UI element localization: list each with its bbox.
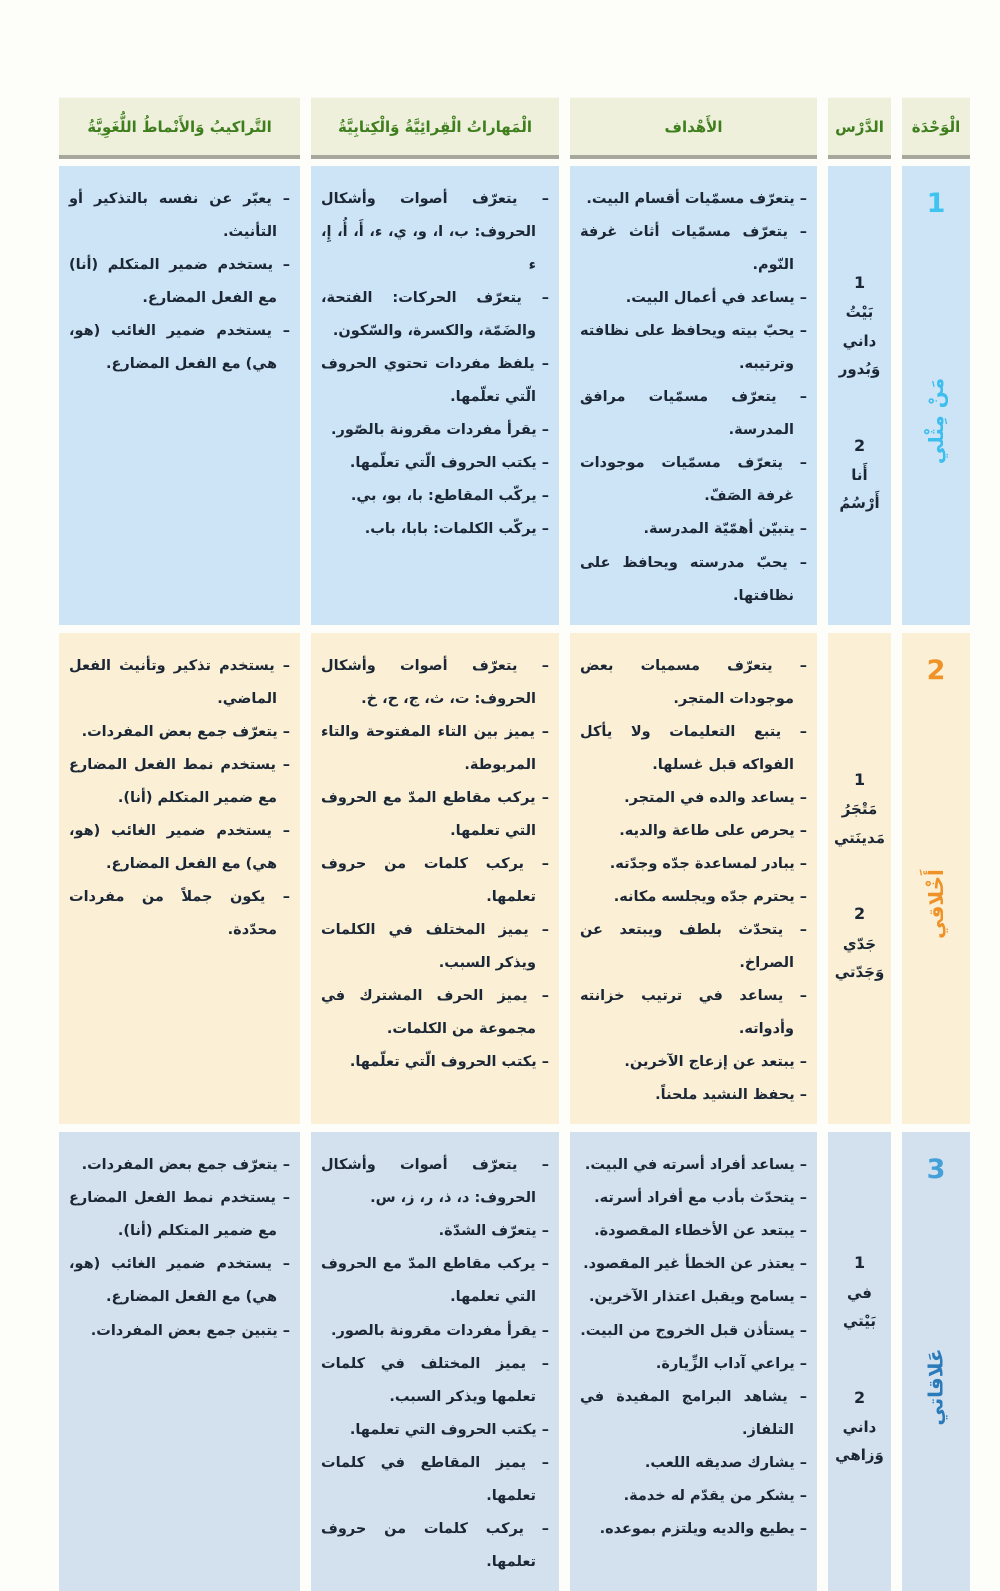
unit-name: عَلاقاتي [923, 1348, 948, 1426]
lesson-number: 2 [853, 1387, 866, 1407]
objectives-cell [570, 166, 817, 625]
lesson-block [830, 436, 889, 518]
column-header-unit: الْوَحْدَة [902, 97, 970, 159]
objective-item: – يتحدّث بلطف ويبتعد عن الصراخ. [580, 921, 807, 972]
lesson-cell [828, 1132, 891, 1591]
objective-item: – يشارك صديقه اللعب. [644, 1454, 807, 1471]
unit-name: أَخْلاقي [923, 869, 948, 939]
skill-item: – يتعرّف أصوات وأشكال الحروف: د، ذ، ر، ز، س. [321, 1157, 549, 1207]
objective-item: – يتعرّف مسمّيات أقسام البيت. [586, 191, 807, 207]
unit-row [60, 166, 970, 625]
column-header-structures: التَّراكيبُ وَالأَنْماطُ اللُّغَوِيَّةُ [59, 97, 300, 159]
skill-item: – يميز بين التاء المفتوحة والتاء المربوطة. [321, 723, 549, 773]
skill-item: – يتعرّف أصوات وأشكال الحروف: ب، ا، و، ي، ء، أَ، أُ، إِ، ء [321, 191, 549, 274]
objective-item: – يساعد والده في المتجر. [624, 789, 807, 806]
structure-item: – يستخدم ضمير الغائب (هو، هي) مع الفعل المضارع. [69, 822, 290, 872]
skill-item: – يكتب الحروف الّتي تعلّمها. [349, 455, 549, 472]
objective-item: – يبتعد عن إزعاج الآخرين. [624, 1054, 807, 1071]
lesson-block [830, 1253, 889, 1335]
structure-item: – يستخدم نمط الفعل المضارع مع ضمير المتكلم (أنا). [69, 756, 290, 806]
skills-cell [311, 166, 559, 625]
skill-item: – يركّب الكلمات: بابا، باب. [364, 521, 549, 538]
objective-item: – يعتذر عن الخطأ غير المقصود. [583, 1256, 807, 1273]
objectives-cell [570, 633, 817, 1125]
structure-item: – يستخدم نمط الفعل المضارع مع ضمير المتكلم (أنا). [69, 1190, 290, 1240]
lesson-block [830, 770, 889, 852]
skill-item: – يتعرّف الحركات: الفتحة، والضَمّة، والكسرة، والسّكون. [321, 290, 549, 340]
objective-item: – يساعد أفراد أسرته في البيت. [584, 1157, 807, 1174]
unit-row [60, 1132, 970, 1591]
skill-item: – يلفظ مفردات تحتوي الحروف الّتي تعلّمها. [321, 356, 549, 406]
structures-cell [59, 633, 300, 1125]
objective-item: – يراعي آداب الزِّيارة. [655, 1355, 807, 1372]
objectives-cell [570, 1132, 817, 1591]
objective-item: – يحرص على طاعة والديه. [619, 822, 807, 839]
objective-item: – يشاهد البرامج المفيدة في التلفاز. [580, 1388, 807, 1438]
unit-cell [902, 166, 970, 625]
skill-item: – يميز المختلف في كلمات تعلمها ويذكر السبب. [321, 1355, 549, 1405]
objective-item: – يشكر من يقدّم له خدمة. [623, 1487, 807, 1504]
structure-item: – يتعرّف جمع بعض المفردات. [81, 723, 290, 740]
lesson-cell [828, 166, 891, 625]
skill-item: – يتعرّف أصوات وأشكال الحروف: ت، ث، ج، ح، خ. [321, 657, 549, 707]
objective-item: – يبتعد عن الأخطاء المقصودة. [594, 1223, 807, 1240]
objective-item: – يسامح ويقبل اعتذار الآخرين. [589, 1289, 807, 1306]
structure-item: – يستخدم تذكير وتأنيث الفعل الماضي. [69, 657, 290, 707]
objective-item: – يتعرّف مسمّيات موجودات غرفة الصَفّ. [580, 455, 807, 505]
unit-number: 1 [926, 188, 946, 219]
skill-item: – يميز الحرف المشترك في مجموعة من الكلمات. [321, 988, 549, 1038]
structures-cell [59, 166, 300, 625]
unit-number: 3 [926, 1154, 946, 1186]
structure-item: – يتبين جمع بعض المفردات. [90, 1322, 290, 1339]
structure-item: – يتعرّف جمع بعض المفردات. [81, 1157, 290, 1174]
objective-item: – يساعد في أعمال البيت. [625, 290, 807, 307]
objective-item: – يحبّ مدرسته ويحافظ على نظافتها. [580, 554, 807, 604]
lesson-block [830, 904, 889, 986]
curriculum-table [60, 97, 970, 1591]
column-header-lesson: الدَّرْس [828, 97, 891, 159]
skill-item: – يتعرّف الشدّة. [438, 1223, 549, 1240]
lesson-cell [828, 633, 891, 1125]
objective-item: – يتعرّف مسميات بعض موجودات المتجر. [580, 657, 807, 707]
unit-cell [902, 1132, 970, 1591]
objective-item: – يساعد في ترتيب خزانته وأدواته. [580, 988, 807, 1038]
objective-item: – يحترم جدّه ويجلسه مكانه. [613, 888, 807, 905]
skill-item: – يركب كلمات من حروف تعلمها. [321, 1520, 549, 1570]
lesson-title: مَتْجَرُ مَدينَتي [833, 800, 885, 847]
skill-item: – يركّب المقاطع: با، بو، بي. [350, 488, 549, 505]
skill-item: – يقرأ مفردات مقرونة بالصور. [331, 1322, 549, 1339]
lesson-number: 2 [853, 435, 866, 455]
column-header-objectives: الأَهْداف [570, 97, 817, 159]
objective-item: – يبادر لمساعدة جدّه وجدّته. [609, 855, 807, 872]
lesson-number: 1 [853, 770, 866, 790]
lesson-number: 2 [853, 904, 866, 924]
structure-item: – يكون جملاً من مفردات محدّدة. [69, 888, 290, 938]
skills-cell [311, 633, 559, 1125]
unit-name-wrap [902, 684, 970, 1125]
structure-item: – يستخدم ضمير الغائب (هو، هي) مع الفعل المضارع. [69, 1256, 290, 1306]
objective-item: – يتبيّن أهمّيّة المدرسة. [643, 521, 807, 538]
objective-item: – يحبّ بيته ويحافظ على نظافته وترتيبه. [580, 323, 807, 373]
table-header [60, 97, 970, 159]
lesson-block [830, 1388, 889, 1470]
skill-item: – يميز المختلف في الكلمات ويذكر السبب. [321, 921, 549, 972]
skill-item: – يركب مقاطع المدّ مع الحروف التي تعلمها. [321, 789, 549, 839]
structures-cell [59, 1132, 300, 1591]
unit-name-wrap [902, 1183, 970, 1591]
lesson-number: 1 [853, 272, 866, 292]
structure-item: – يستخدم ضمير المتكلم (أنا) مع الفعل المضارع. [69, 257, 290, 307]
lesson-title: في بَيْتي [842, 1283, 877, 1331]
skill-item: – يركب كلمات من حروف تعلمها. [321, 855, 549, 905]
unit-name-wrap [902, 217, 970, 625]
lesson-title: بَيْتُ داني وَبُدور [838, 303, 881, 379]
objective-item: – يتعرّف مسمّيات أثاث غرفة النّوم. [580, 224, 807, 274]
lesson-block [830, 273, 889, 384]
lesson-title: جَدّي وَجَدّتي [834, 934, 885, 982]
skill-item: – يكتب الحروف الّتي تعلّمها. [349, 1054, 549, 1071]
lesson-title: أَنا أَرْسُمُ [839, 465, 880, 513]
skills-cell [311, 1132, 559, 1591]
unit-name: مَنْ مِثْلي [923, 377, 948, 464]
objective-item: – يتبع التعليمات ولا يأكل الفواكه قبل غسلها. [580, 723, 807, 773]
skill-item: – يكتب الحروف التي تعلمها. [349, 1421, 549, 1438]
column-header-skills: الْمَهاراتُ الْقِرائِيَّةُ وَالْكِتابِيَّةُ [311, 97, 559, 159]
lesson-title: داني وَزاهي [835, 1417, 884, 1465]
skill-item: – يميز المقاطع في كلمات تعلمها. [321, 1454, 549, 1504]
unit-row [60, 633, 970, 1125]
lesson-number: 1 [853, 1253, 866, 1273]
objective-item: – يتعرّف مسمّيات مرافق المدرسة. [580, 389, 807, 439]
objective-item: – يحفظ النشيد ملحناً. [655, 1087, 807, 1104]
skill-item: – يركب مقاطع المدّ مع الحروف التي تعلمها. [321, 1256, 549, 1306]
structure-item: – يعبّر عن نفسه بالتذكير أو التأنيث. [69, 191, 290, 241]
unit-number: 2 [926, 654, 946, 686]
objective-item: – يطيع والديه ويلتزم بموعده. [599, 1520, 807, 1537]
unit-cell [902, 633, 970, 1125]
objective-item: – يستأذن قبل الخروج من البيت. [580, 1322, 807, 1339]
skill-item: – يقرأ مفردات مقرونة بالصّور. [331, 422, 549, 439]
structure-item: – يستخدم ضمير الغائب (هو، هي) مع الفعل المضارع. [69, 323, 290, 373]
objective-item: – يتحدّث بأدب مع أفراد أسرته. [594, 1190, 807, 1207]
